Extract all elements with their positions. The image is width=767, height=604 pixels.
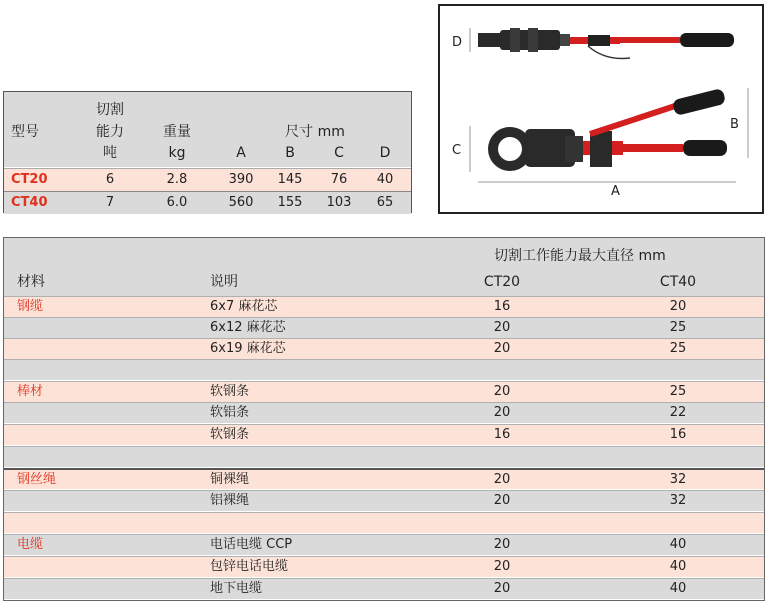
header-capacity: 切割工作能力最大直径 mm (494, 248, 666, 264)
material-name: 电缆 (17, 537, 44, 552)
header-dim-a: A (236, 145, 246, 161)
label-a: A (611, 184, 620, 199)
label-c: C (452, 143, 462, 158)
table-row-spacer (4, 359, 764, 380)
table-row (4, 381, 764, 402)
material-table-header (4, 238, 764, 296)
ct40-value: 22 (669, 405, 687, 420)
ct40-value: 16 (669, 427, 687, 442)
dim-a-value: 560 (228, 195, 254, 210)
material-desc: 铜裸绳 (210, 472, 250, 487)
material-desc: 软钢条 (210, 384, 250, 399)
table-row (4, 578, 764, 599)
material-name: 钢丝绳 (17, 472, 57, 487)
dim-b-value: 145 (277, 172, 303, 187)
weight-value: 2.8 (166, 172, 188, 187)
dim-d-value: 65 (376, 195, 394, 210)
spec-table (3, 91, 412, 213)
ct20-value: 20 (493, 341, 511, 356)
force-value: 6 (105, 172, 115, 187)
ct20-value: 16 (493, 427, 511, 442)
material-desc: 地下电缆 (210, 581, 263, 596)
table-row (4, 534, 764, 555)
model-name: CT20 (11, 172, 48, 187)
ct40-value: 20 (669, 299, 687, 314)
header-ct20: CT20 (483, 274, 521, 290)
ct40-value: 40 (669, 537, 687, 552)
header-dim-b: B (285, 145, 295, 161)
header-ct40: CT40 (659, 274, 697, 290)
header-force-1: 切割 (96, 102, 124, 118)
material-table (3, 237, 765, 601)
tool-top-view (478, 28, 734, 59)
header-dim-d: D (379, 145, 391, 161)
tool-side-view (488, 88, 727, 171)
dim-a-value: 390 (228, 172, 254, 187)
ct20-value: 20 (493, 493, 511, 508)
table-row (4, 402, 764, 423)
material-desc: 软铝条 (210, 405, 250, 420)
header-weight-2: kg (168, 145, 186, 161)
ct40-value: 32 (669, 472, 687, 487)
spec-row (4, 168, 411, 191)
spec-row (4, 191, 411, 214)
material-desc: 软钢条 (210, 427, 250, 442)
ct20-value: 20 (493, 320, 511, 335)
ct20-value: 20 (493, 405, 511, 420)
table-row (4, 296, 764, 317)
ct40-value: 25 (669, 384, 687, 399)
model-name: CT40 (11, 195, 48, 210)
force-value: 7 (105, 195, 115, 210)
material-desc: 铝裸绳 (210, 493, 250, 508)
label-b: B (730, 117, 739, 132)
table-row (4, 338, 764, 359)
ct20-value: 20 (493, 384, 511, 399)
material-name: 棒材 (17, 384, 44, 399)
ct40-value: 40 (669, 559, 687, 574)
material-desc: 包锌电话电缆 (210, 559, 289, 574)
table-row (4, 424, 764, 445)
header-force-3: 吨 (103, 145, 117, 161)
header-weight-1: 重量 (163, 124, 191, 140)
dim-d-value: 40 (376, 172, 394, 187)
header-dim-c: C (334, 145, 344, 161)
table-row (4, 490, 764, 511)
material-desc: 电话电缆 CCP (210, 537, 293, 552)
header-dims: 尺寸 mm (285, 124, 345, 140)
table-row (4, 317, 764, 338)
table-row-spacer (4, 512, 764, 533)
ct40-value: 32 (669, 493, 687, 508)
dim-c-value: 76 (330, 172, 348, 187)
ct20-value: 20 (493, 472, 511, 487)
dim-c-value: 103 (326, 195, 352, 210)
table-row (4, 556, 764, 577)
material-desc: 6x19 麻花芯 (210, 341, 286, 356)
ct20-value: 16 (493, 299, 511, 314)
material-desc: 6x12 麻花芯 (210, 320, 286, 335)
header-desc: 说明 (210, 274, 238, 290)
header-model: 型号 (11, 124, 39, 140)
header-force-2: 能力 (96, 124, 124, 140)
ct20-value: 20 (493, 559, 511, 574)
tool-diagram (438, 4, 764, 214)
label-d: D (452, 35, 463, 50)
weight-value: 6.0 (166, 195, 188, 210)
ct40-value: 40 (669, 581, 687, 596)
ct20-value: 20 (493, 537, 511, 552)
ct20-value: 20 (493, 581, 511, 596)
cutter-illustration (440, 6, 762, 212)
header-material: 材料 (17, 274, 45, 290)
dim-b-value: 155 (277, 195, 303, 210)
material-desc: 6x7 麻花芯 (210, 299, 278, 314)
table-row (4, 468, 764, 489)
ct40-value: 25 (669, 341, 687, 356)
ct40-value: 25 (669, 320, 687, 335)
material-name: 钢缆 (17, 299, 44, 314)
table-row-spacer (4, 446, 764, 467)
